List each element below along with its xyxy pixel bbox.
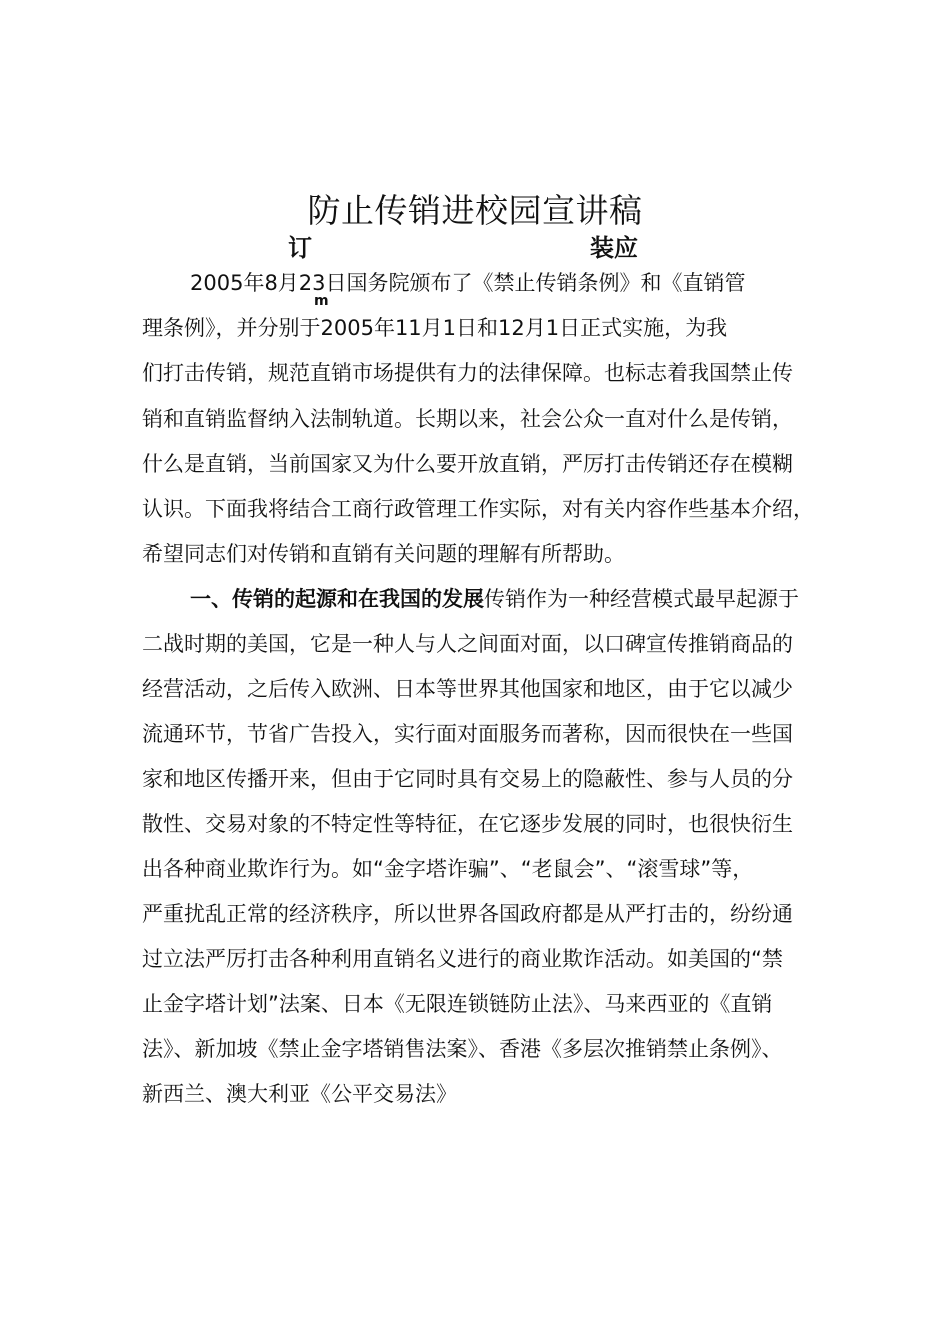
section-1-first-line [190,584,832,614]
section-1-line-4: 流通环节，节省广告投入，实行面对面服务而著称，因而很快在一些国 [142,722,793,746]
section-1-line-9: 过立法严厉打击各种利用直销名义进行的商业欺诈活动。如美国的“禁 [142,947,783,971]
paragraph-1-line-3: 们打击传销，规范直销市场提供有力的法律保障。也标志着我国禁止传 [142,361,793,385]
scan-artifact-left: 订 [288,234,312,262]
section-1-line-3: 经营活动，之后传入欧洲、日本等世界其他国家和地区，由于它以减少 [142,677,793,701]
paragraph-1-line-4: 销和直销监督纳入法制轨道。长期以来，社会公众一直对什么是传销， [142,407,793,431]
section-1-line-10: 止金字塔计划”法案、日本《无限连锁链防止法》、马来西亚的《直销 [142,992,773,1016]
paragraph-1-line-5: 什么是直销，当前国家又为什么要开放直销，严厉打击传销还存在模糊 [142,452,793,476]
section-1-line-2: 二战时期的美国，它是一种人与人之间面对面，以口碑宣传推销商品的 [142,632,793,656]
section-1-line-8: 严重扰乱正常的经济秩序，所以世界各国政府都是从严打击的，纷纷通 [142,902,793,926]
paragraph-1-line-7: 希望同志们对传销和直销有关问题的理解有所帮助。 [142,542,625,566]
paragraph-1-line-2: 理条例》，并分别于2005年11月1日和12月1日正式实施，为我 [142,316,728,340]
scan-artifact-mid: m [314,293,329,309]
document-title: 防止传销进校园宣讲稿 [307,191,643,230]
section-1-line-6: 散性、交易对象的不特定性等特征，在它逐步发展的同时，也很快衍生 [142,812,793,836]
section-1-line-11: 法》、新加坡《禁止金字塔销售法案》、香港《多层次推销禁止条例》、 [142,1037,783,1061]
paragraph-1-line-6: 认识。下面我将结合工商行政管理工作实际，对有关内容作些基本介绍， [142,497,814,521]
section-1-line-5: 家和地区传播开来，但由于它同时具有交易上的隐蔽性、参与人员的分 [142,767,793,791]
section-1-first-line-text: 传销作为一种经营模式最早起源于 [484,587,799,611]
scan-artifact-right: 装应 [590,234,638,262]
section-1-heading: 一、传销的起源和在我国的发展 [190,587,484,611]
section-1-line-7: 出各种商业欺诈行为。如“金字塔诈骗”、“老鼠会”、“滚雪球”等， [142,857,754,881]
section-1-line-12: 新西兰、澳大利亚《公平交易法》 [142,1082,457,1106]
paragraph-1-line-1: 2005年8月23日国务院颁布了《禁止传销条例》和《直销管 [190,271,746,295]
